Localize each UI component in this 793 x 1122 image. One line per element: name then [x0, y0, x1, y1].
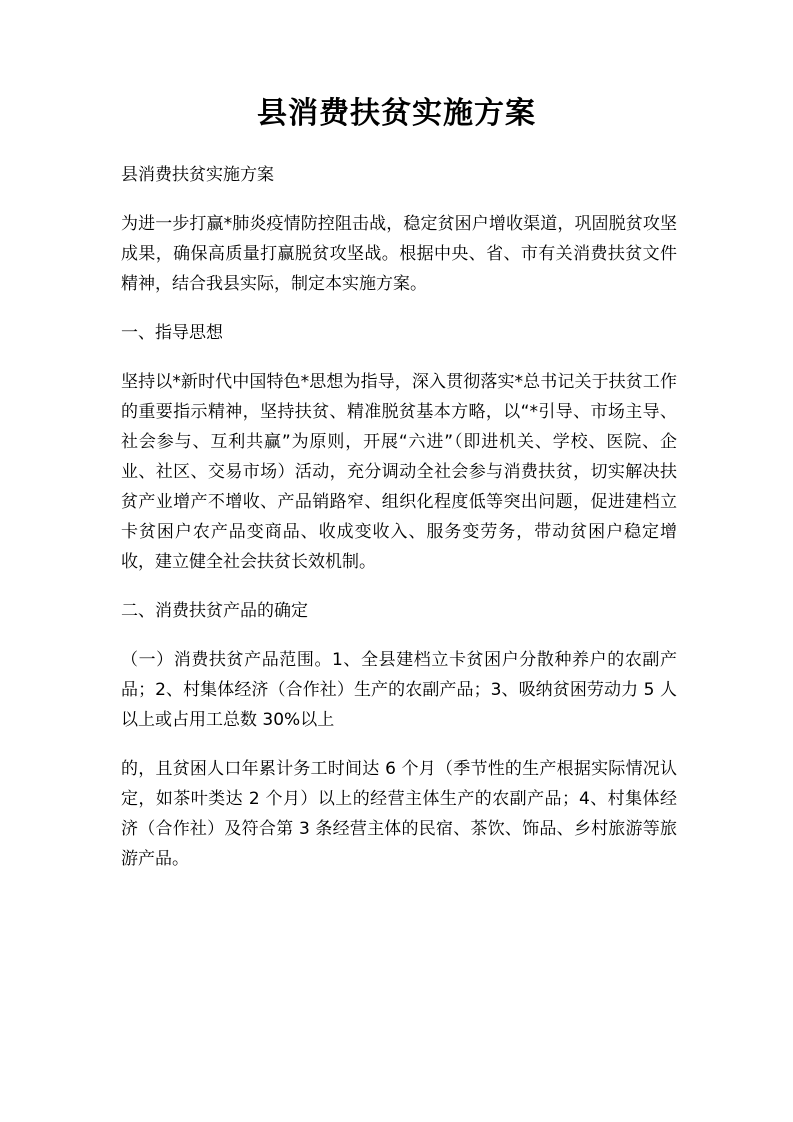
product-scope-paragraph: （一）消费扶贫产品范围。1、全县建档立卡贫困户分散种养户的农副产品；2、村集体经济（合作社）生产的农副产品；3、吸纳贫困劳动力 5 人以上或占用工总数 30%以上	[121, 650, 677, 730]
section-heading-guiding-ideology: 一、指导思想	[121, 323, 223, 343]
subtitle-paragraph: 县消费扶贫实施方案	[121, 165, 274, 185]
guiding-ideology-paragraph: 坚持以*新时代中国特色*思想为指导，深入贯彻落实*总书记关于扶贫工作的重要指示精神，坚持扶贫、精准脱贫基本方略，以“*引导、市场主导、社会参与、互利共赢”为原则，开展“六进”（即进机关、学校、医院、企业、社区、交易市场）活动，充分调动全社会参与消费扶贫，切实解决扶贫产业增产不增收、产品销路窄、组织化程度低等突出问题，促进建档立卡贫困户农产品变商品、收成变收入、服务变劳务，带动贫困户稳定增收，建立健全社会扶贫长效机制。	[121, 372, 677, 572]
intro-paragraph: 为进一步打赢*肺炎疫情防控阻击战，稳定贫困户增收渠道，巩固脱贫攻坚成果，确保高质量打赢脱贫攻坚战。根据中央、省、市有关消费扶贫文件精神，结合我县实际，制定本实施方案。	[121, 214, 677, 294]
document-body	[121, 160, 677, 893]
product-scope-continued-paragraph: 的，且贫困人口年累计务工时间达 6 个月（季节性的生产根据实际情况认定，如茶叶类达 2 个月）以上的经营主体生产的农副产品；4、村集体经济（合作社）及符合第 3 条经营主体的民宿、茶饮、饰品、乡村旅游等旅游产品。	[121, 759, 677, 869]
section-heading-product-determination: 二、消费扶贫产品的确定	[121, 601, 308, 621]
document-title: 县消费扶贫实施方案	[257, 96, 536, 131]
